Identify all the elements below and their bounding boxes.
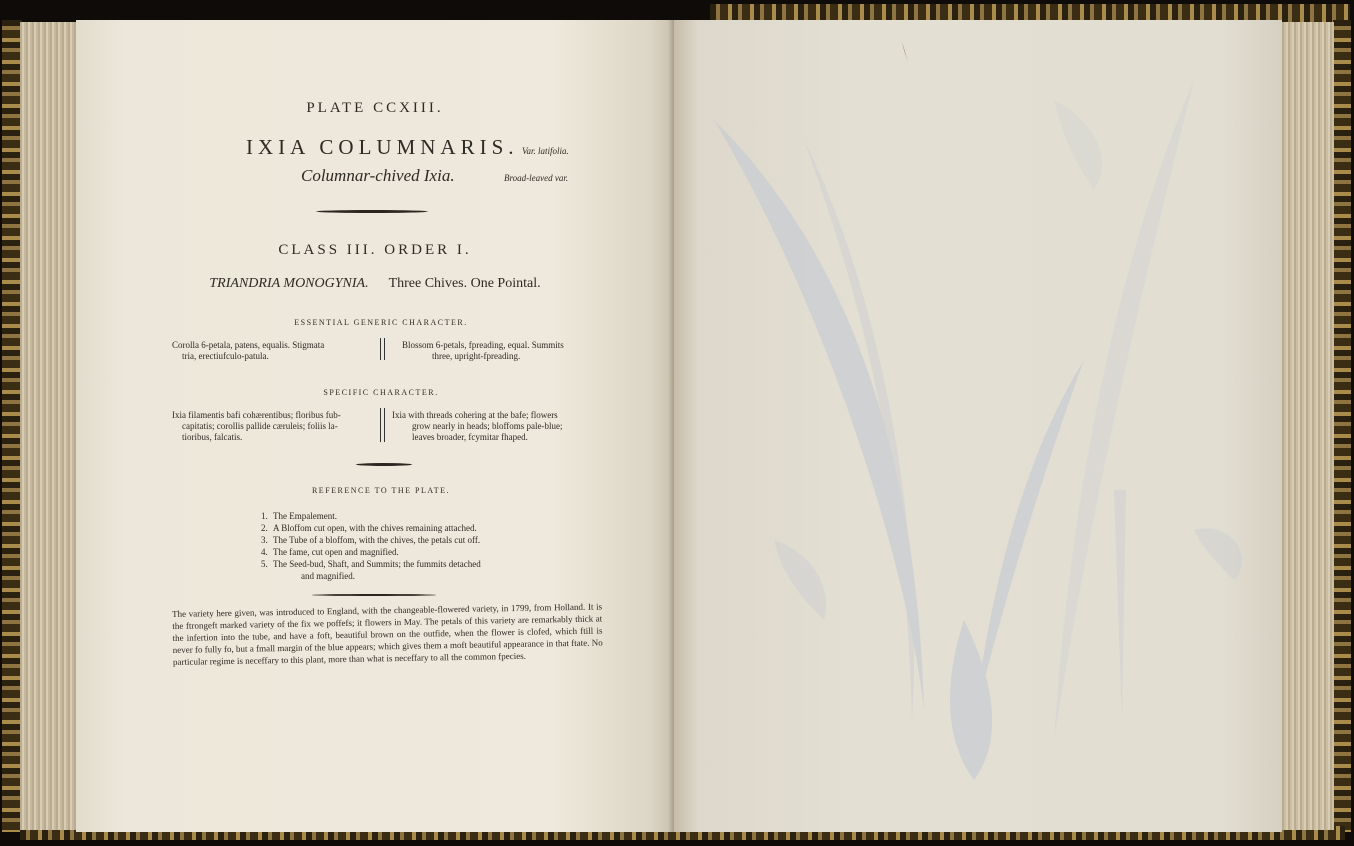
page-mark bbox=[902, 42, 908, 62]
flower-offset bbox=[1194, 528, 1242, 580]
left-page bbox=[76, 20, 674, 832]
column-divider bbox=[380, 338, 385, 360]
reference-item: 4. The fame, cut open and magnified. bbox=[261, 547, 399, 557]
linnaean-system bbox=[76, 276, 674, 292]
leaf-offset bbox=[714, 120, 924, 710]
plant-offset-image bbox=[674, 20, 1282, 832]
leaf-offset bbox=[974, 360, 1084, 720]
reference-heading: REFERENCE TO THE PLATE. bbox=[311, 486, 451, 495]
gilt-border-right bbox=[1333, 20, 1351, 832]
ornamental-rule bbox=[312, 594, 436, 596]
specific-heading: SPECIFIC CHARACTER. bbox=[323, 388, 439, 397]
gilt-border-left bbox=[2, 20, 22, 832]
specific-english: Ixia with threads cohering at the bafe; flowers grow nearly in heads; bloffoms pale-blue; leaves broader, fcymitar fhaped. bbox=[392, 410, 563, 442]
specific-latin: Ixia filamentis bafi cohærentibus; floribus fub- capitatis; corollis pallide cæruleis; foliis la- tioribus, falcatis. bbox=[172, 410, 341, 442]
leaf-offset bbox=[1054, 80, 1194, 740]
species-title: IXIA COLUMNARIS. bbox=[246, 135, 519, 159]
common-name: Columnar-chived Ixia. bbox=[301, 166, 455, 185]
flower-offset bbox=[774, 540, 826, 620]
stem-offset bbox=[1114, 490, 1126, 720]
page-edges-right bbox=[1280, 22, 1334, 830]
flower-offset bbox=[1054, 100, 1102, 190]
reference-list bbox=[261, 510, 481, 582]
essential-heading: ESSENTIAL GENERIC CHARACTER. bbox=[294, 318, 468, 327]
plate-number: PLATE CCXIII. bbox=[306, 100, 444, 116]
system-latin: TRIANDRIA MONOGYNIA. bbox=[209, 276, 369, 291]
right-page-plate-offset bbox=[674, 20, 1282, 832]
page-edges-left bbox=[20, 22, 78, 830]
reference-item: 5. The Seed-bud, Shaft, and Summits; the fummits detached bbox=[261, 559, 481, 569]
essential-latin: Corolla 6-petala, patens, equalis. Stigmata tria, erectiufculo-patula. bbox=[172, 340, 325, 361]
system-english: Three Chives. One Pointal. bbox=[388, 276, 541, 291]
class-order: CLASS III. ORDER I. bbox=[278, 242, 472, 258]
variety-latin: Var. latifolia. bbox=[522, 146, 569, 156]
reference-item: 1. The Empalement. bbox=[261, 511, 337, 521]
variety-english: Broad-leaved var. bbox=[504, 173, 569, 183]
column-divider bbox=[380, 408, 385, 442]
essential-english: Blossom 6-petals, fpreading, equal. Summits three, upright-fpreading. bbox=[402, 340, 564, 361]
ornamental-rule bbox=[316, 210, 428, 213]
ornamental-rule bbox=[356, 463, 412, 466]
reference-item: 3. The Tube of a bloffom, with the chives, the petals cut off. bbox=[261, 535, 481, 545]
reference-item: and magnified. bbox=[301, 571, 355, 581]
description-paragraph: The variety here given, was introduced to England, with the changeable-flowered variety, in 1799, from Holland. It is the ftrongeft marked variety of the fix we poffefs; it flowers in May. The petals of this variety are remarkably thick at the infertion into the tube, and have a foft, beautiful brown on the outfide, when the flower is clofed, which ftill is never fo fully fo, but a fmall margin of the blue appears; which gives them a moft beautiful appearance in that ftate. No particular regime is neceffary to this plant, more than what is neceffary to all the common fpecies. bbox=[172, 601, 603, 667]
reference-item: 2. A Bloffom cut open, with the chives remaining attached. bbox=[261, 523, 477, 533]
